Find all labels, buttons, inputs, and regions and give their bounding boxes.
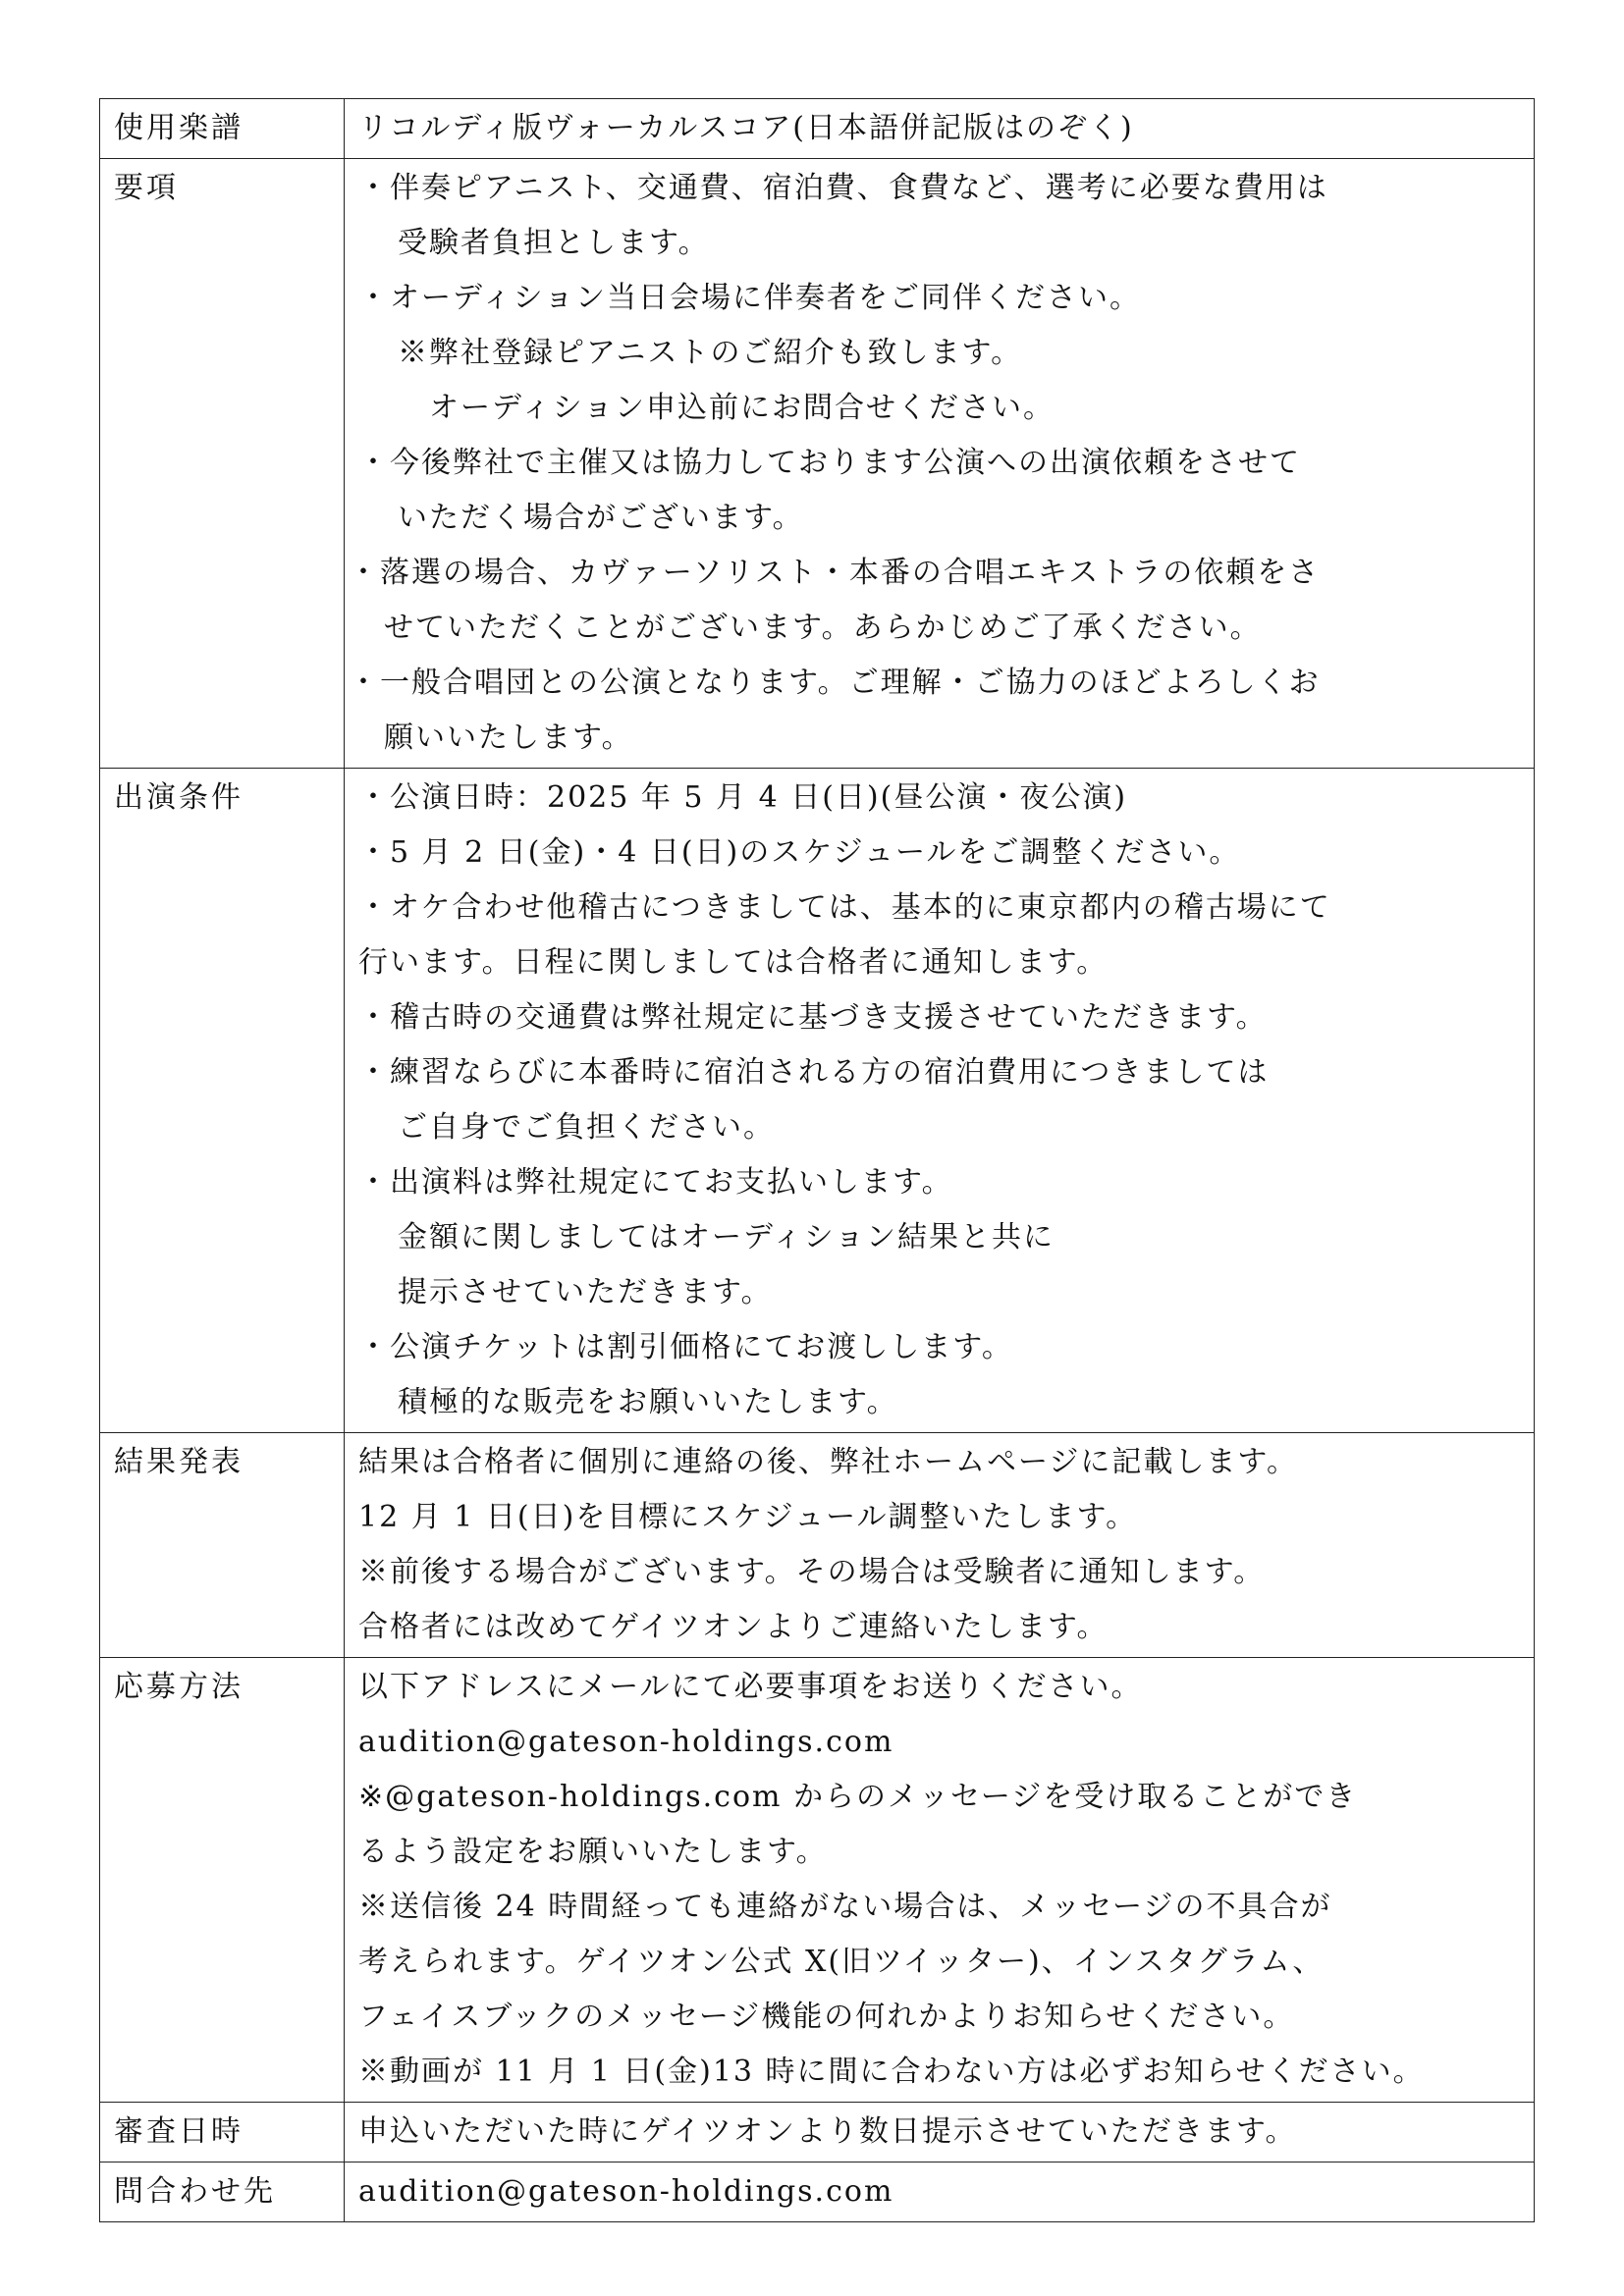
text-line: せていただくことがございます。あらかじめご了承ください。 — [384, 611, 1262, 645]
text-line: 結果は合格者に個別に連絡の後、弊社ホームページに記載します。 — [358, 1445, 1298, 1479]
text-line: ・公演日時：2025 年 5 月 4 日(日)(昼公演・夜公演) — [358, 780, 1128, 815]
email-address[interactable]: audition@gateson-holdings.com — [358, 1725, 894, 1759]
text-line: ※前後する場合がございます。その場合は受験者に通知します。 — [358, 1555, 1266, 1589]
row-content — [345, 769, 1535, 1433]
row-label: 応募方法 — [100, 1658, 345, 2103]
text-line: 金額に関しましてはオーディション結果と共に — [398, 1220, 1055, 1255]
text-line: ※弊社登録ピアニストのご紹介も致します。 — [398, 336, 1023, 370]
text-line: 願いいたします。 — [384, 721, 633, 755]
text-line: ・オケ合わせ他稽古につきましては、基本的に東京都内の稽古場にて — [358, 890, 1331, 925]
audition-info-table — [99, 98, 1535, 2222]
row-content — [345, 1658, 1535, 2103]
text-line: ※動画が 11 月 1 日(金)13 時に間に合わない方は必ずお知らせください。 — [358, 2055, 1425, 2089]
text-line: ・練習ならびに本番時に宿泊される方の宿泊費用につきましては — [358, 1055, 1270, 1090]
text-line: ・出演料は弊社規定にてお支払いします。 — [358, 1165, 953, 1200]
row-label: 審査日時 — [100, 2103, 345, 2163]
row-contact — [100, 2163, 1535, 2222]
text-line: 提示させていただきます。 — [398, 1275, 773, 1309]
text-line: オーディション申込前にお問合せください。 — [429, 391, 1055, 425]
text-line: 合格者には改めてゲイツオンよりご連絡いたします。 — [358, 1610, 1109, 1644]
text-line: リコルディ版ヴォーカルスコア(日本語併記版はのぞく) — [358, 111, 1134, 145]
text-line: 12 月 1 日(日)を目標にスケジュール調整いたします。 — [358, 1500, 1138, 1534]
row-score — [100, 99, 1535, 159]
row-label: 使用楽譜 — [100, 99, 345, 159]
row-label: 問合わせ先 — [100, 2163, 345, 2222]
row-label: 結果発表 — [100, 1433, 345, 1658]
text-line: フェイスブックのメッセージ機能の何れかよりお知らせください。 — [358, 2000, 1295, 2034]
text-line: ・稽古時の交通費は弊社規定に基づき支援させていただきます。 — [358, 1000, 1268, 1035]
row-label: 要項 — [100, 159, 345, 769]
text-line: ・オーディション当日会場に伴奏者をご同伴ください。 — [358, 281, 1141, 315]
document-page — [99, 98, 1535, 2222]
row-content — [345, 99, 1535, 159]
text-line: 考えられます。ゲイツオン公式 X(旧ツイッター)、インスタグラム、 — [358, 1945, 1325, 1979]
text-line: 申込いただいた時にゲイツオンより数日提示させていただきます。 — [358, 2114, 1297, 2149]
row-content — [345, 2103, 1535, 2163]
text-line: ・今後弊社で主催又は協力しております公演への出演依頼をさせて — [358, 446, 1301, 480]
row-results — [100, 1433, 1535, 1658]
text-line: ・5 月 2 日(金)・4 日(日)のスケジュールをご調整ください。 — [358, 835, 1241, 870]
text-line: ・一般合唱団との公演となります。ご理解・ご協力のほどよろしくお — [349, 666, 1321, 700]
text-line: 行います。日程に関しましては合格者に通知します。 — [358, 945, 1109, 980]
text-line: ・伴奏ピアニスト、交通費、宿泊費、食費など、選考に必要な費用は — [358, 171, 1328, 205]
row-review — [100, 2103, 1535, 2163]
text-line: ・公演チケットは割引価格にてお渡しします。 — [358, 1330, 1013, 1364]
text-line: ※送信後 24 時間経っても連絡がない場合は、メッセージの不具合が — [358, 1890, 1332, 1924]
row-apply — [100, 1658, 1535, 2103]
text-line: 積極的な販売をお願いいたします。 — [398, 1385, 898, 1419]
text-line: 受験者負担とします。 — [398, 226, 710, 260]
row-requirements — [100, 159, 1535, 769]
row-content — [345, 159, 1535, 769]
row-conditions — [100, 769, 1535, 1433]
text-line: ・落選の場合、カヴァーソリスト・本番の合唱エキストラの依頼をさ — [349, 556, 1321, 590]
row-label: 出演条件 — [100, 769, 345, 1433]
text-line: ※@gateson-holdings.com からのメッセージを受け取ることができ — [358, 1780, 1358, 1814]
text-line: いただく場合がございます。 — [398, 501, 804, 535]
row-content — [345, 2163, 1535, 2222]
text-line: 以下アドレスにメールにて必要事項をお送りください。 — [358, 1670, 1143, 1704]
text-line: ご自身でご負担ください。 — [398, 1110, 775, 1145]
row-content — [345, 1433, 1535, 1658]
contact-email[interactable]: audition@gateson-holdings.com — [358, 2174, 894, 2209]
text-line: るよう設定をお願いいたします。 — [358, 1835, 828, 1869]
